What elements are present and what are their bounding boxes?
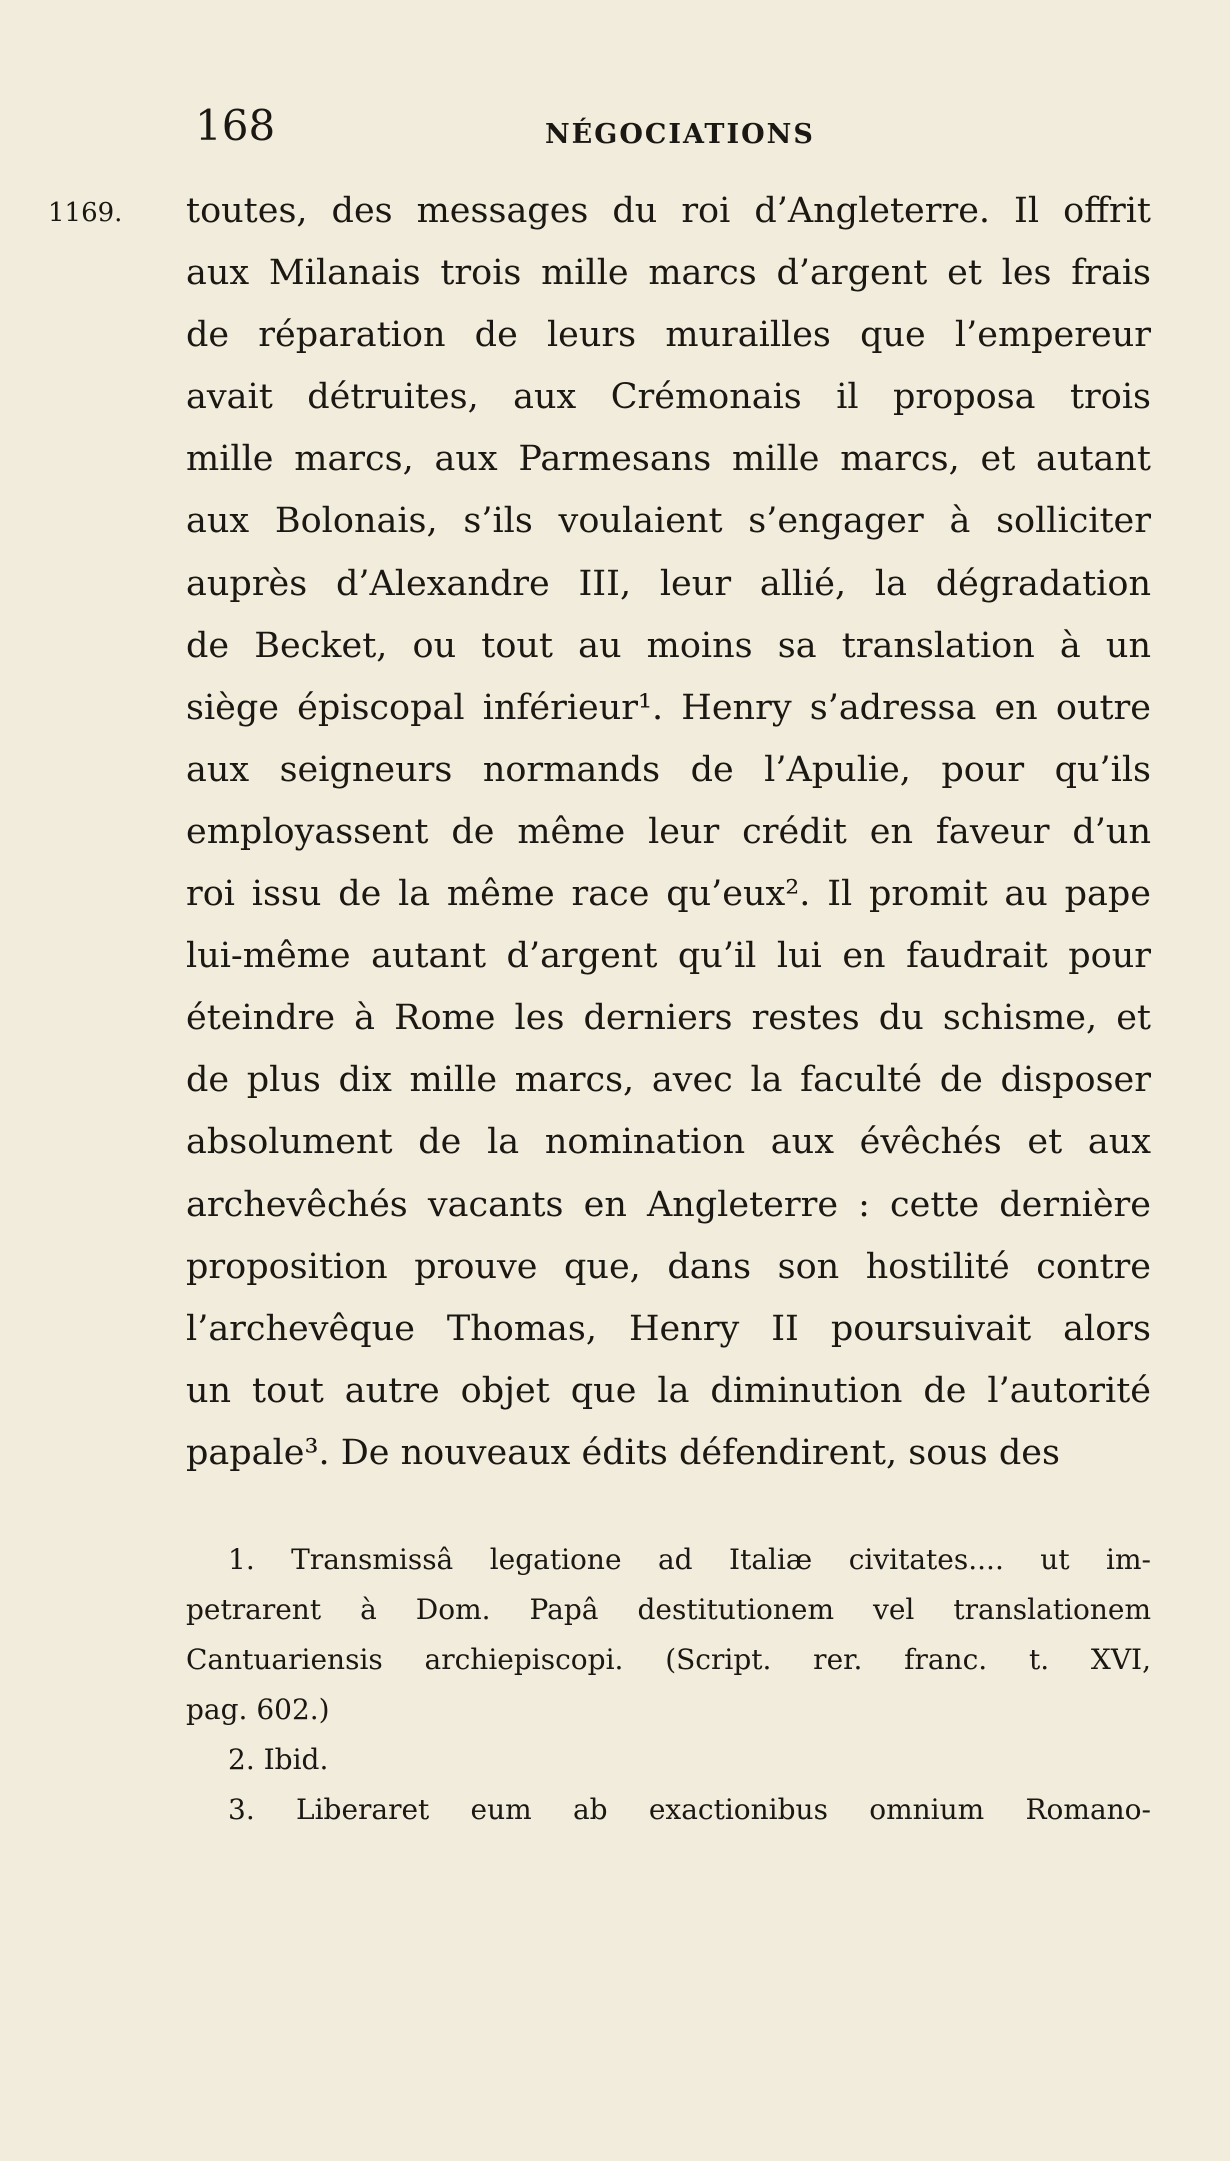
footnote-1-line: Cantuariensis archiepiscopi. (Script. rer. franc. t. XVI,	[186, 1643, 1151, 1676]
body-line: archevêchés vacants en Angleterre : cette dernière	[186, 1184, 1151, 1225]
body-line: éteindre à Rome les derniers restes du schisme, et	[186, 998, 1151, 1039]
body-line: de Becket, ou tout au moins sa translation à un	[186, 625, 1151, 666]
footnotes	[186, 1535, 1151, 1835]
page-header	[195, 101, 1015, 165]
body-line: roi issu de la même race qu’eux². Il promit au pape	[186, 874, 1151, 915]
running-head: NÉGOCIATIONS	[545, 119, 815, 150]
body-line: mille marcs, aux Parmesans mille marcs, et autant	[186, 439, 1151, 480]
footnote-2: 2. Ibid.	[228, 1743, 329, 1776]
body-line: un tout autre objet que la diminution de l’autorité	[186, 1370, 1151, 1411]
body-line: absolument de la nomination aux évêchés et aux	[186, 1122, 1151, 1163]
main-text	[186, 180, 1151, 1484]
body-line: toutes, des messages du roi d’Angleterre. Il offrit	[186, 191, 1151, 231]
body-line: aux seigneurs normands de l’Apulie, pour qu’ils	[186, 749, 1151, 790]
margin-year-note: 1169.	[48, 198, 123, 228]
body-line: de plus dix mille marcs, avec la faculté de disposer	[186, 1060, 1151, 1101]
body-line: papale³. De nouveaux édits défendirent, sous des	[186, 1432, 1060, 1473]
body-line: avait détruites, aux Crémonais il proposa trois	[186, 377, 1151, 418]
footnote-1-line: petrarent à Dom. Papâ destitutionem vel translationem	[186, 1593, 1151, 1626]
body-line: aux Bolonais, s’ils voulaient s’engager à solliciter	[186, 501, 1151, 542]
footnote-1-line: pag. 602.)	[186, 1693, 330, 1726]
body-line: de réparation de leurs murailles que l’empereur	[186, 315, 1151, 356]
body-line: aux Milanais trois mille marcs d’argent et les frais	[186, 253, 1151, 294]
footnote-1-line: 1. Transmissâ legatione ad Italiæ civitates.... ut im-	[228, 1543, 1151, 1576]
body-line: lui-même autant d’argent qu’il lui en faudrait pour	[186, 936, 1151, 977]
body-line: employassent de même leur crédit en faveur d’un	[186, 811, 1151, 852]
body-line: proposition prouve que, dans son hostilité contre	[186, 1246, 1151, 1287]
page-number: 168	[195, 101, 276, 150]
body-line: auprès d’Alexandre III, leur allié, la dégradation	[186, 563, 1151, 604]
footnote-3: 3. Liberaret eum ab exactionibus omnium Romano-	[228, 1793, 1151, 1826]
body-line: l’archevêque Thomas, Henry II poursuivait alors	[186, 1308, 1151, 1349]
body-line: siège épiscopal inférieur¹. Henry s’adressa en outre	[186, 687, 1151, 728]
